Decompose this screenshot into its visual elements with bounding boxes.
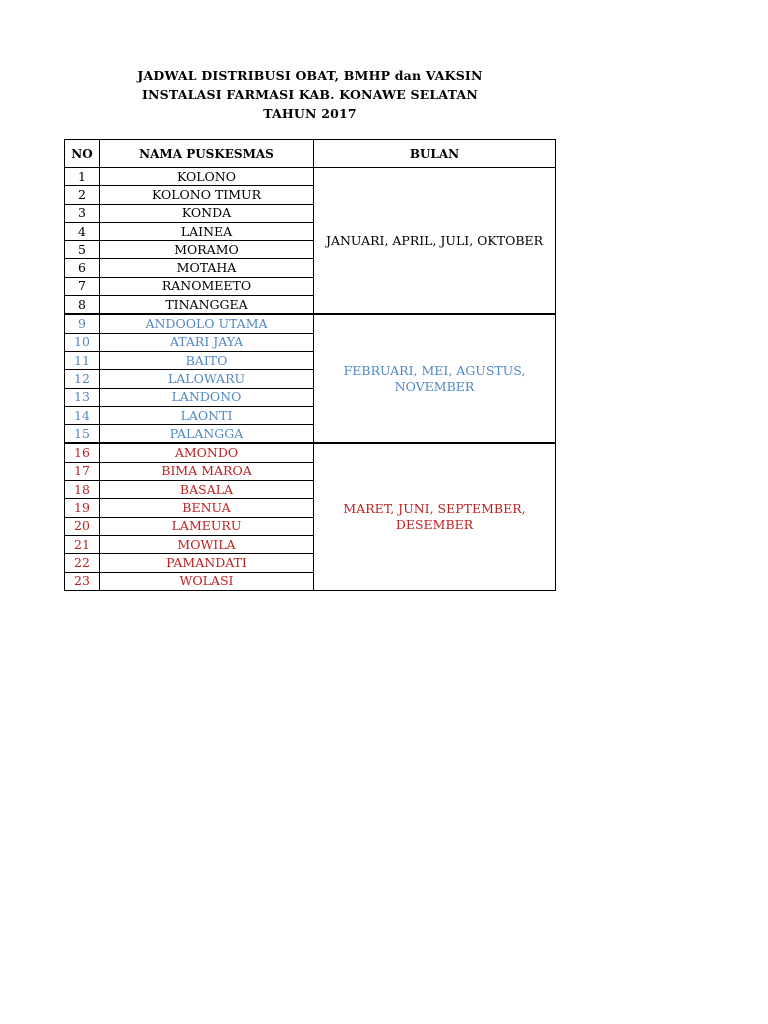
puskesmas-name: LAINEA: [100, 222, 314, 240]
row-number: 17: [65, 462, 100, 480]
row-number: 11: [65, 351, 100, 369]
row-number: 20: [65, 517, 100, 535]
row-number: 22: [65, 554, 100, 572]
puskesmas-name: LAONTI: [100, 406, 314, 424]
header-month: BULAN: [314, 140, 556, 168]
row-number: 8: [65, 296, 100, 315]
group-months: MARET, JUNI, SEPTEMBER, DESEMBER: [314, 443, 556, 590]
row-number: 15: [65, 425, 100, 444]
puskesmas-name: BAITO: [100, 351, 314, 369]
puskesmas-name: MOTAHA: [100, 259, 314, 277]
puskesmas-name: BENUA: [100, 499, 314, 517]
row-number: 18: [65, 481, 100, 499]
puskesmas-name: KONDA: [100, 204, 314, 222]
table-header-row: [65, 140, 556, 168]
puskesmas-name: AMONDO: [100, 443, 314, 462]
table-row: [65, 168, 556, 186]
row-number: 23: [65, 572, 100, 590]
row-number: 7: [65, 277, 100, 295]
puskesmas-name: LALOWARU: [100, 370, 314, 388]
row-number: 10: [65, 333, 100, 351]
puskesmas-name: LANDONO: [100, 388, 314, 406]
document-title: [0, 66, 620, 123]
distribution-schedule-table: [64, 139, 556, 591]
title-line-3: TAHUN 2017: [263, 106, 357, 121]
row-number: 5: [65, 241, 100, 259]
puskesmas-name: ANDOOLO UTAMA: [100, 314, 314, 333]
title-line-2: INSTALASI FARMASI KAB. KONAWE SELATAN: [142, 87, 478, 102]
row-number: 21: [65, 535, 100, 553]
row-number: 6: [65, 259, 100, 277]
title-line-1: JADWAL DISTRIBUSI OBAT, BMHP dan VAKSIN: [137, 68, 483, 83]
puskesmas-name: ATARI JAYA: [100, 333, 314, 351]
header-no: NO: [65, 140, 100, 168]
schedule-group-3: [65, 443, 556, 590]
puskesmas-name: BIMA MAROA: [100, 462, 314, 480]
row-number: 2: [65, 186, 100, 204]
row-number: 13: [65, 388, 100, 406]
row-number: 14: [65, 406, 100, 424]
row-number: 16: [65, 443, 100, 462]
puskesmas-name: PALANGGA: [100, 425, 314, 444]
header-puskesmas-name: NAMA PUSKESMAS: [100, 140, 314, 168]
row-number: 12: [65, 370, 100, 388]
group-months: JANUARI, APRIL, JULI, OKTOBER: [314, 168, 556, 315]
puskesmas-name: WOLASI: [100, 572, 314, 590]
puskesmas-name: PAMANDATI: [100, 554, 314, 572]
table-row: [65, 443, 556, 462]
row-number: 4: [65, 222, 100, 240]
schedule-group-1: [65, 168, 556, 315]
puskesmas-name: MOWILA: [100, 535, 314, 553]
table-row: [65, 314, 556, 333]
puskesmas-name: RANOMEETO: [100, 277, 314, 295]
row-number: 9: [65, 314, 100, 333]
group-months: FEBRUARI, MEI, AGUSTUS, NOVEMBER: [314, 314, 556, 443]
puskesmas-name: TINANGGEA: [100, 296, 314, 315]
row-number: 1: [65, 168, 100, 186]
puskesmas-name: KOLONO: [100, 168, 314, 186]
puskesmas-name: LAMEURU: [100, 517, 314, 535]
row-number: 19: [65, 499, 100, 517]
puskesmas-name: BASALA: [100, 481, 314, 499]
row-number: 3: [65, 204, 100, 222]
puskesmas-name: KOLONO TIMUR: [100, 186, 314, 204]
schedule-group-2: [65, 314, 556, 443]
puskesmas-name: MORAMO: [100, 241, 314, 259]
